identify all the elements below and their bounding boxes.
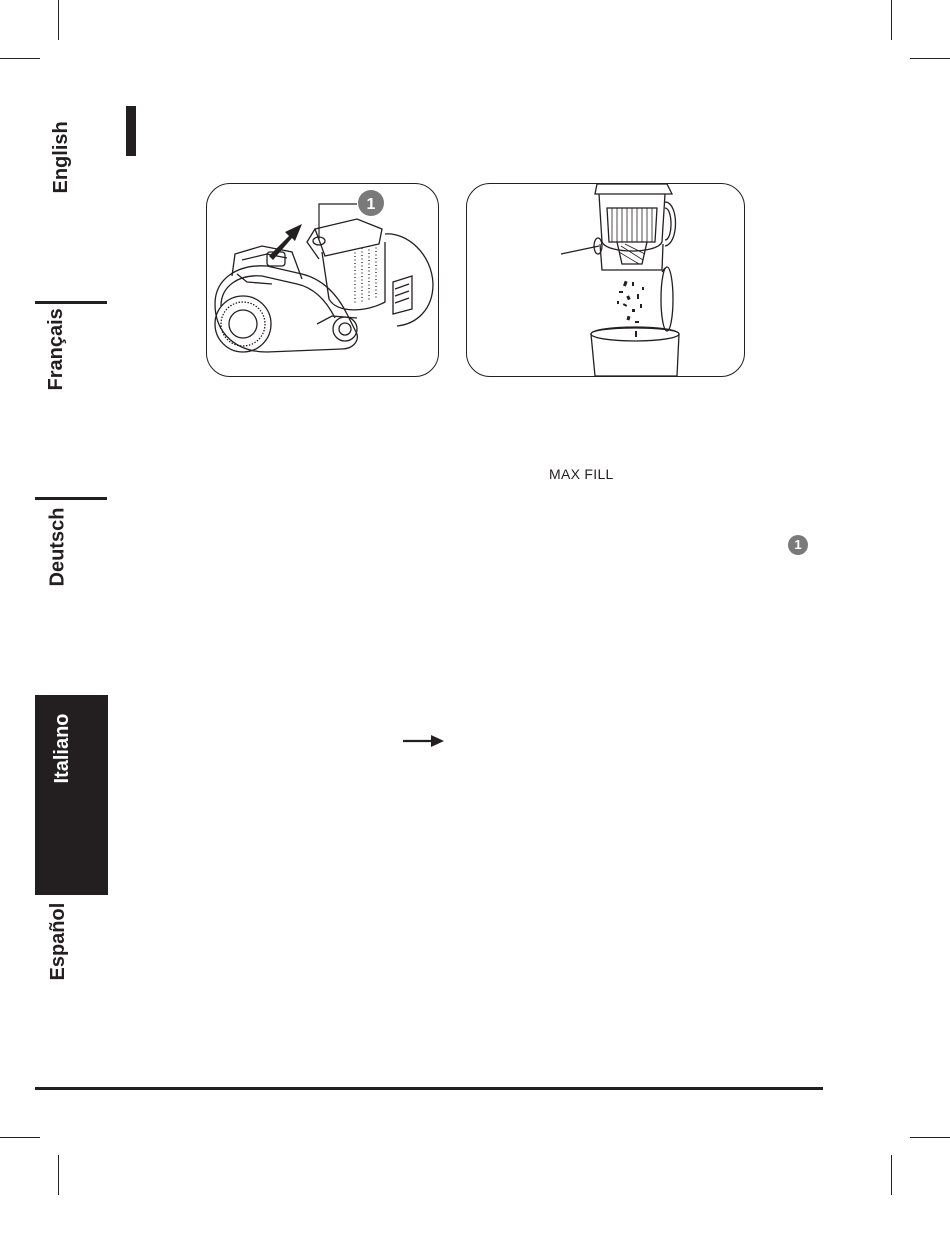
crop-mark	[891, 0, 892, 40]
bottom-rule	[35, 1087, 823, 1090]
tab-english[interactable]: English	[49, 121, 72, 194]
max-fill-label: MAX FILL	[549, 466, 614, 482]
crop-mark	[910, 58, 950, 59]
crop-mark	[58, 1155, 59, 1195]
tab-divider	[35, 301, 107, 304]
crop-mark	[910, 1137, 950, 1138]
figure-callout-number: 1	[366, 196, 376, 213]
crop-mark	[0, 58, 40, 59]
emptying-illustration	[467, 184, 744, 376]
arrow-right-icon	[403, 733, 445, 749]
tab-divider	[35, 497, 107, 500]
tab-francais[interactable]: Français	[44, 308, 67, 391]
figure-empty-dust-container	[466, 183, 745, 377]
crop-mark	[891, 1155, 892, 1195]
tab-espanol[interactable]: Español	[47, 902, 70, 981]
section-marker	[126, 106, 136, 156]
tab-italiano[interactable]: Italiano	[50, 713, 73, 784]
tab-deutsch[interactable]: Deutsch	[46, 507, 69, 587]
vacuum-illustration	[207, 184, 438, 376]
figure-remove-dust-container	[206, 183, 439, 377]
callout-badge-1: 1	[788, 535, 808, 555]
crop-mark	[58, 0, 59, 40]
crop-mark	[0, 1137, 40, 1138]
